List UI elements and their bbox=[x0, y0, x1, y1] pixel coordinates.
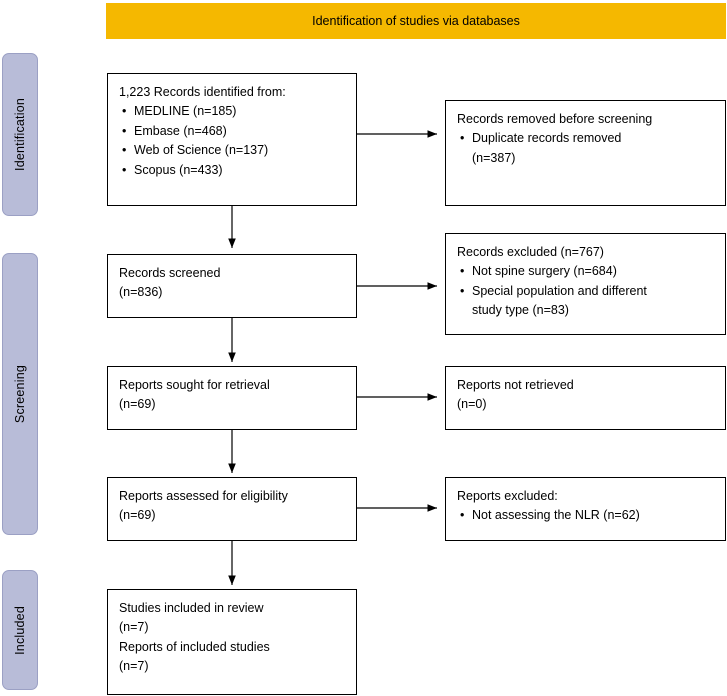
box-studies-included bbox=[107, 589, 357, 695]
list-item: • Duplicate records removed bbox=[457, 129, 714, 148]
list-item: • MEDLINE (n=185) bbox=[119, 102, 345, 121]
list-item: • Special population and different bbox=[457, 282, 714, 301]
box-records-removed-continuation: (n=387) bbox=[472, 150, 516, 165]
box-records-excluded bbox=[445, 233, 726, 335]
box-reports-assessed-title: Reports assessed for eligibility bbox=[119, 489, 288, 503]
box-reports-assessed bbox=[107, 477, 357, 541]
phase-label-identification-text: Identification bbox=[13, 98, 27, 171]
phase-label-included bbox=[2, 570, 38, 690]
box-records-removed bbox=[445, 100, 726, 206]
box-reports-assessed-count: (n=69) bbox=[119, 508, 156, 523]
box-records-screened-count: (n=836) bbox=[119, 285, 163, 300]
box-studies-included-line1: Studies included in review bbox=[119, 601, 264, 615]
box-reports-not-retrieved-title: Reports not retrieved bbox=[457, 378, 574, 392]
phase-label-identification bbox=[2, 53, 38, 216]
box-studies-included-line4: (n=7) bbox=[119, 659, 149, 674]
box-studies-included-line3: Reports of included studies bbox=[119, 639, 270, 654]
box-records-excluded-continuation: study type (n=83) bbox=[472, 303, 569, 318]
box-studies-included-line2: (n=7) bbox=[119, 620, 149, 635]
box-reports-sought bbox=[107, 366, 357, 430]
box-reports-not-retrieved-count: (n=0) bbox=[457, 397, 487, 412]
box-records-excluded-title: Records excluded (n=767) bbox=[457, 245, 604, 259]
box-records-identified-title: 1,223 Records identified from: bbox=[119, 85, 286, 99]
list-item: • Scopus (n=433) bbox=[119, 161, 345, 180]
box-records-screened bbox=[107, 254, 357, 318]
phase-label-screening-text: Screening bbox=[13, 364, 27, 424]
phase-label-screening bbox=[2, 253, 38, 535]
list-item: • Not assessing the NLR (n=62) bbox=[457, 506, 714, 525]
box-records-removed-title: Records removed before screening bbox=[457, 112, 653, 126]
box-records-screened-title: Records screened bbox=[119, 266, 221, 280]
box-reports-excluded-title: Reports excluded: bbox=[457, 489, 558, 503]
box-records-excluded-list bbox=[457, 262, 714, 301]
list-item: • Web of Science (n=137) bbox=[119, 141, 345, 160]
box-reports-excluded bbox=[445, 477, 726, 541]
box-records-removed-list bbox=[457, 129, 714, 148]
box-reports-sought-title: Reports sought for retrieval bbox=[119, 378, 270, 392]
phase-label-included-text: Included bbox=[13, 605, 27, 655]
box-records-identified-list bbox=[119, 102, 345, 180]
box-reports-excluded-list bbox=[457, 506, 714, 525]
box-reports-not-retrieved bbox=[445, 366, 726, 430]
list-item: • Not spine surgery (n=684) bbox=[457, 262, 714, 281]
list-item: • Embase (n=468) bbox=[119, 122, 345, 141]
diagram-header-banner bbox=[106, 3, 726, 39]
box-records-identified bbox=[107, 73, 357, 206]
box-reports-sought-count: (n=69) bbox=[119, 397, 156, 412]
diagram-header-title: Identification of studies via databases bbox=[312, 14, 520, 28]
